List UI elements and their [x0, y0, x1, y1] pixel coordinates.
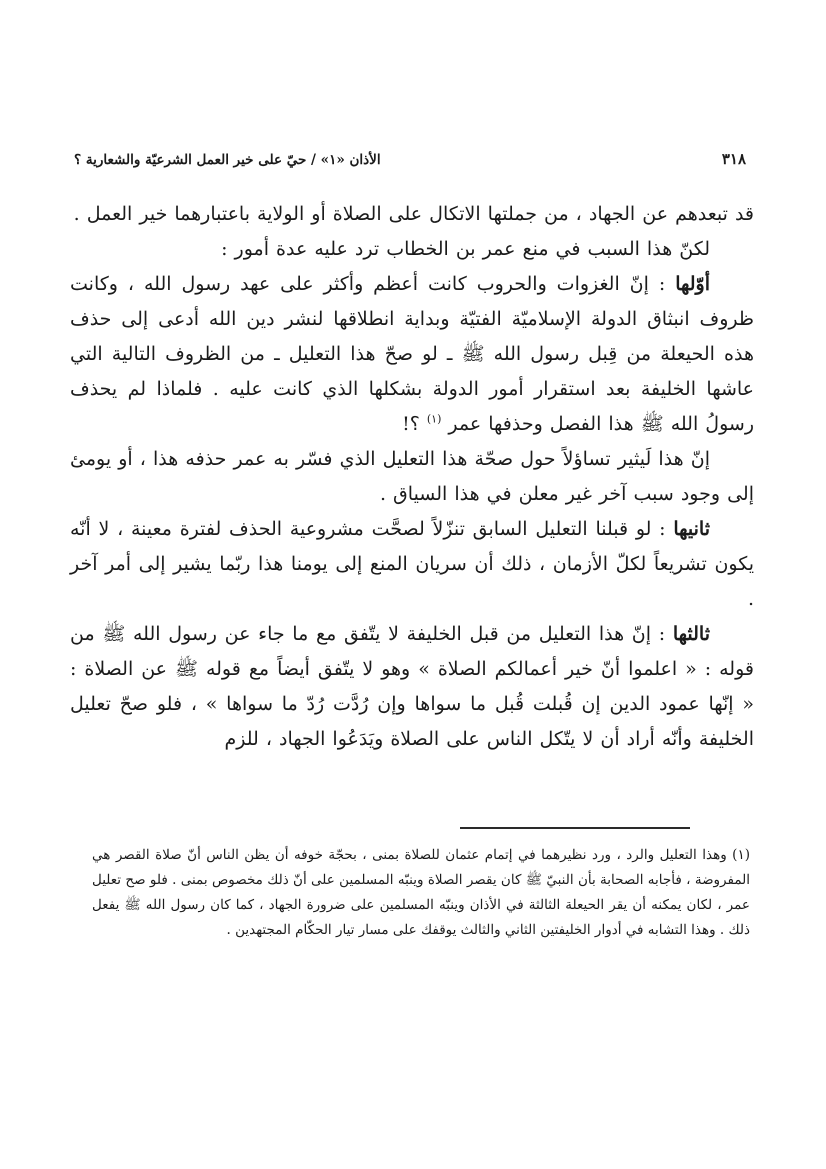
page-header [74, 150, 746, 168]
footnote-entry [92, 843, 750, 943]
page-number: ٣١٨ [721, 150, 746, 168]
paragraph-intro [70, 232, 754, 267]
paragraph-third-point [70, 617, 754, 757]
footnote-text: وهذا التعليل والرد ، ورد نظيرهما في إتمام عثمان للصلاة بمنى ، بحجّة خوفه أن يظن الناس أنّ صلاة القصر هي المفروضة ، فأجابه الصحابة بأن النبيّ ﷺ كان يقصر الصلاة وينبّه المسلمين على أنّ ذلك مخصوص بمنى . فلو صح تعليل عمر ، لكان يمكنه أن يقر الحيعلة الثالثة في الأذان وينبّه المسلمين على ضرورة الجهاد ، كما كان رسول الله ﷺ يفعل ذلك . وهذا التشابه في أدوار الخليفتين الثاني والثالث يوقفك على مسار تيار الحكّام المجتهدين . [92, 847, 750, 938]
footnote [92, 843, 750, 943]
paragraph-lead: أوّلها [675, 273, 710, 295]
body-text [70, 197, 754, 757]
paragraph-second-point [70, 512, 754, 617]
paragraph-first-point [70, 267, 754, 442]
paragraph-text: إنّ هذا لَيثير تساؤلاً حول صحّة هذا التعليل الذي فسّر به عمر حذفه هذا ، أو يومئ إلى وجود سبب آخر غير معلن في هذا السياق . [70, 448, 754, 505]
running-title: الأذان «١» / حيّ على خير العمل الشرعيّة والشعارية ؟ [74, 152, 381, 168]
footnote-ref-1: (١) [426, 412, 442, 426]
paragraph-text: : إنّ هذا التعليل من قبل الخليفة لا يتّفق مع ما جاء عن رسول الله ﷺ من قوله : « اعلموا أنّ خير أعمالكم الصلاة » وهو لا يتّفق أيضاً مع قوله ﷺ عن الصلاة : « إنّها عمود الدين إن قُبلت قُبل ما سواها وإن رُدَّت رُدّ ما سواها » ، فلو صحّ تعليل الخليفة وأنّه أراد أن لا يتّكل الناس على الصلاة ويَدَعُوا الجهاد ، للزم [70, 623, 754, 750]
paragraph-text: قد تبعدهم عن الجهاد ، من جملتها الاتكال على الصلاة أو الولاية باعتبارهما خير العمل . [73, 203, 754, 225]
paragraph-text: : لو قبلنا التعليل السابق تنزّلاً لصحَّت مشروعية الحذف لفترة معينة ، لا أنّه يكون تشريعاً لكلّ الأزمان ، ذلك أن سريان المنع إلى يومنا هذا ربّما يشير إلى أمر آخر . [70, 518, 754, 610]
paragraph-lead: ثانيها [673, 518, 710, 540]
paragraph-commentary [70, 442, 754, 512]
paragraph-text: لكنّ هذا السبب في منع عمر بن الخطاب ترد عليه عدة أمور : [221, 238, 710, 260]
paragraph-tail: ؟! [402, 413, 427, 435]
footnote-separator [460, 827, 690, 829]
paragraph-continuation [70, 197, 754, 232]
paragraph-lead: ثالثها [672, 623, 710, 645]
footnote-marker: (١) [732, 847, 750, 863]
paragraph-text: : إنّ الغزوات والحروب كانت أعظم وأكثر على عهد رسول الله ، وكانت ظروف انبثاق الدولة الإسلاميّة الفتيّة وبداية انطلاقها لنشر دين الله أدعى إلى حذف هذه الحيعلة من قِبل رسول الله ﷺ ـ لو صحّ هذا التعليل ـ من الظروف التالية التي عاشها الخليفة بعد استقرار أمور الدولة بشكلها الذي كانت عليه . فلماذا لم يحذف رسولُ الله ﷺ هذا الفصل وحذفها عمر [70, 273, 754, 435]
